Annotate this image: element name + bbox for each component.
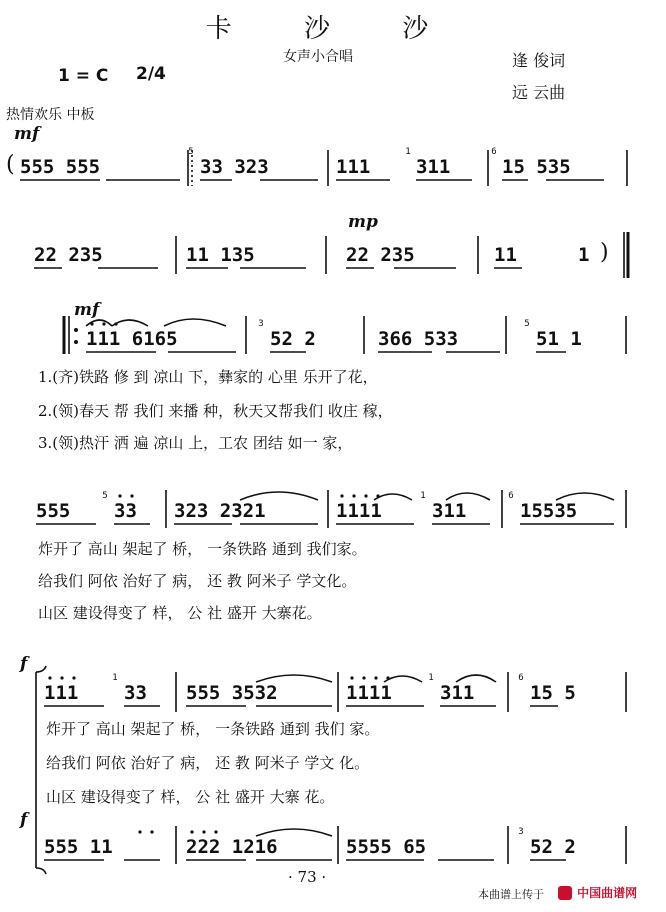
logo-text: 中国曲谱网 [577, 886, 638, 900]
lyric-verse1-line2: 2.(领)春天 帮 我们 来播 种，秋天又帮我们 收庄 稼， [38, 402, 393, 420]
notes: 311 [440, 682, 475, 704]
subtitle: 女声小合唱 [283, 49, 353, 65]
lyricist-credit: 逢 俊词 [512, 51, 566, 70]
notes: 555 555 [20, 156, 101, 178]
notes: 311 [432, 500, 467, 522]
lyric-verse2-line1: 炸开了 高山 架起了 桥， 一条铁路 通到 我们家。 [38, 540, 367, 558]
grace-note: 1 [428, 673, 434, 683]
open-paren: ( [6, 152, 15, 177]
notes: 555 3532 [186, 682, 278, 704]
notes: 222 1216 [186, 836, 278, 858]
notes: 22 235 [34, 244, 103, 266]
notes: 15535 [520, 500, 578, 522]
notes: 11 135 [186, 244, 255, 266]
grace-note: 3 [518, 827, 524, 837]
site-logo [558, 882, 637, 901]
grace-note: 1 [420, 491, 426, 501]
notes: 22 235 [346, 244, 415, 266]
grace-note: 6 [518, 673, 524, 683]
notes: 111 6165 [86, 328, 178, 350]
dynamic-f-lower: f [20, 810, 28, 830]
notes: 33 [114, 500, 137, 522]
source-note: 本曲谱上传于 [478, 888, 544, 901]
notes: 311 [416, 156, 451, 178]
lyric-verse1-line3: 3.(领)热汗 洒 遍 凉山 上，工农 团结 如一 家， [38, 434, 353, 452]
composer-credit: 远 云曲 [512, 83, 566, 102]
notes: 5555 65 [346, 836, 427, 858]
grace-note: 5 [188, 147, 194, 157]
notes: 33 [124, 682, 147, 704]
grace-note: 1 [405, 147, 411, 157]
grace-note: 6 [508, 491, 514, 501]
grace-note: 5 [524, 319, 530, 329]
dynamic-f-upper: f [20, 654, 28, 674]
dynamic-mf-intro: mf [14, 124, 40, 144]
notes: 555 11 [44, 836, 113, 858]
logo-icon [558, 886, 572, 900]
notes: 1111 [346, 682, 392, 704]
grace-note: 5 [102, 491, 108, 501]
notes: 52 2 [530, 836, 576, 858]
notes: 51 1 [536, 328, 582, 350]
song-title: 卡 沙 沙 [205, 14, 461, 44]
grace-note: 3 [258, 319, 264, 329]
lyric-verse2-line3: 山区 建设得变了 样， 公 社 盛开 大寨花。 [38, 604, 322, 622]
key-signature: 1 = C [58, 66, 109, 86]
tempo-marking: 热情欢乐 中板 [6, 107, 95, 123]
notes: 15 5 [530, 682, 576, 704]
notes: 111 [44, 682, 79, 704]
lyric-verse3-line3: 山区 建设得变了 样， 公 社 盛开 大寨 花。 [46, 788, 335, 806]
notes: 323 2321 [174, 500, 266, 522]
page-number: · 73 · [288, 868, 327, 886]
notes: 11 [494, 244, 517, 266]
notes: 33 323 [200, 156, 269, 178]
grace-note: 1 [112, 673, 118, 683]
notes: 1 [578, 244, 590, 266]
notes: 1111 [336, 500, 382, 522]
notes: 555 [36, 500, 71, 522]
notes: 15 535 [502, 156, 571, 178]
dynamic-mf-verse: mf [74, 300, 100, 320]
notes: 111 [336, 156, 371, 178]
time-signature: 2/4 [136, 64, 166, 84]
notes: 52 2 [270, 328, 316, 350]
dynamic-mp: mp [348, 212, 378, 232]
lyric-verse3-line2: 给我们 阿依 治好了 病， 还 教 阿米子 学文 化。 [46, 754, 370, 772]
grace-note: 6 [491, 147, 497, 157]
notes: 366 533 [378, 328, 459, 350]
lyric-verse3-line1: 炸开了 高山 架起了 桥， 一条铁路 通到 我们 家。 [46, 720, 380, 738]
close-paren: ) [600, 240, 609, 265]
lyric-verse2-line2: 给我们 阿依 治好了 病， 还 教 阿米子 学文化。 [38, 572, 357, 590]
lyric-verse1-line1: 1.(齐)铁路 修 到 凉山 下，彝家的 心里 乐开了花， [38, 368, 378, 386]
